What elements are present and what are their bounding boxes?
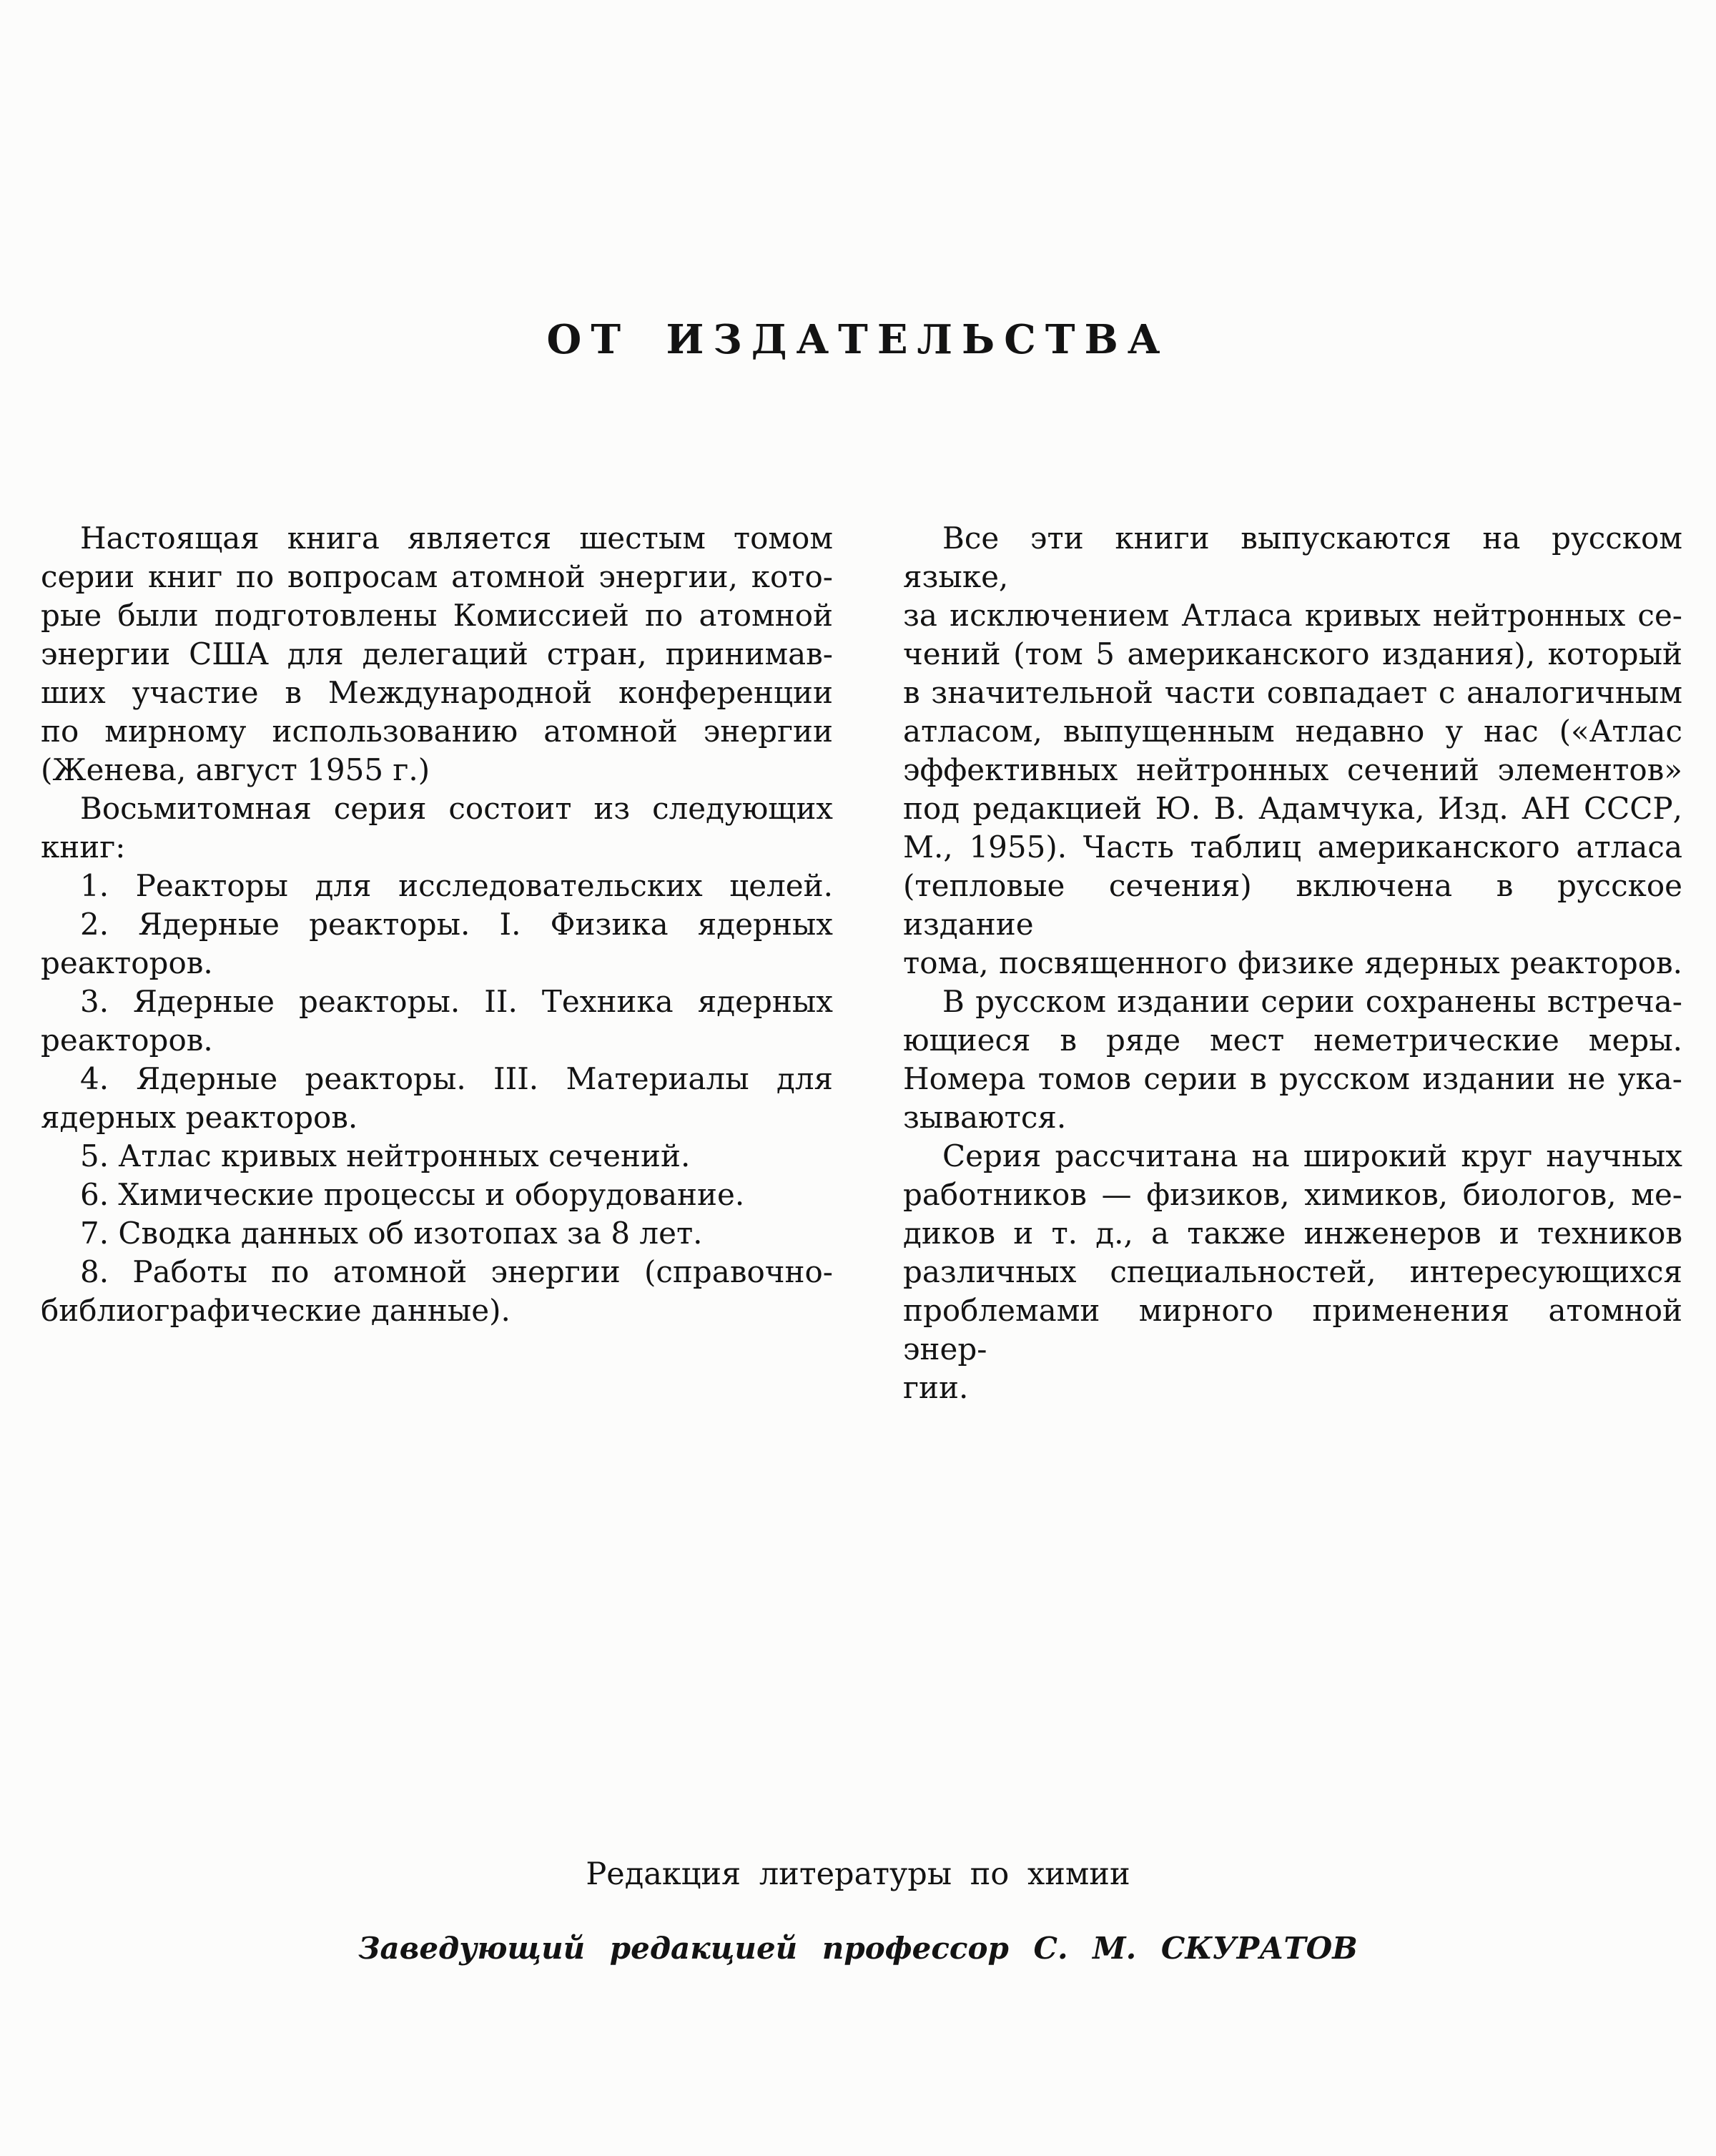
text-line: (тепловые сечения) включена в русское издание: [903, 868, 1682, 942]
text-line: 1. Реакторы для исследовательских целей.: [80, 868, 833, 903]
text-line: под редакцией Ю. В. Адамчука, Изд. АН СССР,: [903, 791, 1682, 826]
text-line: ших участие в Международной конференции: [41, 675, 833, 710]
editorial-office-line: Редакция литературы по химии: [586, 1856, 1130, 1892]
text-line: 3. Ядерные реакторы. II. Техника ядерных: [80, 984, 833, 1019]
page-title: ОТ ИЗДАТЕЛЬСТВА: [546, 316, 1170, 363]
left-column: [41, 519, 833, 1330]
text-line: по мирному использованию атомной энергии: [41, 714, 833, 749]
text-line: М., 1955). Часть таблиц американского атласа: [903, 830, 1682, 865]
text-line: работников — физиков, химиков, биологов, ме-: [903, 1177, 1682, 1212]
text-line: чений (том 5 американского издания), который: [903, 636, 1682, 671]
text-line: за исключением Атласа кривых нейтронных се-: [903, 598, 1682, 633]
text-line: Номера томов серии в русском издании не ука-: [903, 1061, 1682, 1096]
editor-in-chief-line: Заведующий редакцией профессор С. М. СКУРАТОВ: [358, 1931, 1358, 1966]
text-line: Все эти книги выпускаются на русском языке,: [903, 521, 1682, 594]
text-line: энергии США для делегаций стран, принимав-: [41, 636, 833, 671]
text-line: в значительной части совпадает с аналогичным: [903, 675, 1682, 710]
text-line: зываются.: [903, 1100, 1067, 1135]
text-line: 6. Химические процессы и оборудование.: [80, 1177, 745, 1212]
text-line: серии книг по вопросам атомной энергии, кото-: [41, 559, 833, 594]
text-line: В русском издании серии сохранены встреча-: [942, 984, 1682, 1019]
text-line: ющиеся в ряде мест неметрические меры.: [903, 1023, 1682, 1058]
text-line: атласом, выпущенным недавно у нас («Атлас: [903, 714, 1682, 749]
text-line: книг:: [41, 830, 126, 865]
text-line: тома, посвященного физике ядерных реакторов.: [903, 945, 1682, 980]
text-line: диков и т. д., а также инженеров и техников: [903, 1216, 1682, 1251]
text-line: гии.: [903, 1370, 969, 1405]
text-line: 4. Ядерные реакторы. III. Материалы для: [80, 1061, 833, 1096]
text-line: Серия рассчитана на широкий круг научных: [942, 1138, 1682, 1173]
text-line: рые были подготовлены Комиссией по атомной: [41, 598, 833, 633]
text-line: Настоящая книга является шестым томом: [80, 521, 833, 556]
text-line: реакторов.: [41, 945, 213, 980]
text-line: Восьмитомная серия состоит из следующих: [80, 791, 833, 826]
text-line: проблемами мирного применения атомной энер-: [903, 1293, 1682, 1367]
text-line: различных специальностей, интересующихся: [903, 1254, 1682, 1289]
text-line: 7. Сводка данных об изотопах за 8 лет.: [80, 1216, 703, 1251]
text-line: эффективных нейтронных сечений элементов»: [903, 752, 1682, 787]
text-line: 2. Ядерные реакторы. I. Физика ядерных: [80, 907, 833, 942]
text-line: (Женева, август 1955 г.): [41, 752, 430, 787]
right-column: [903, 519, 1682, 1407]
text-line: 8. Работы по атомной энергии (справочно-: [80, 1254, 833, 1289]
text-line: библиографические данные).: [41, 1293, 511, 1328]
text-line: ядерных реакторов.: [41, 1100, 358, 1135]
text-line: 5. Атлас кривых нейтронных сечений.: [80, 1138, 691, 1173]
text-line: реакторов.: [41, 1023, 213, 1058]
